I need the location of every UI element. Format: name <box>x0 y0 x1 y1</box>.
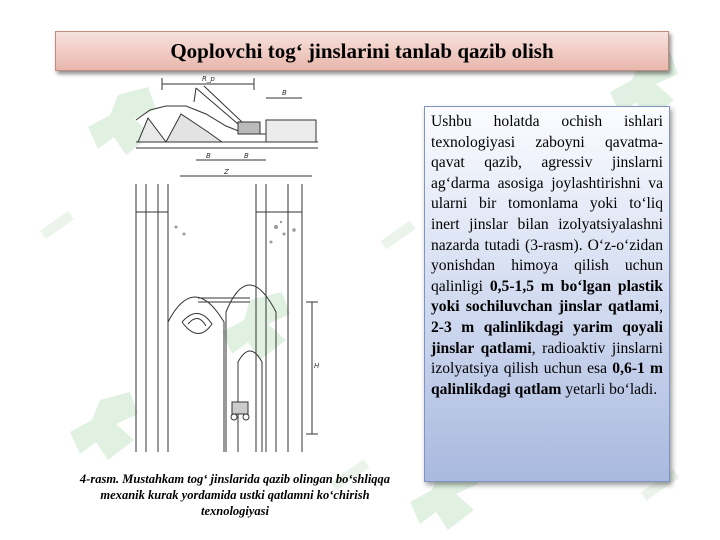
text-part-2: , <box>659 298 663 316</box>
figure-label-b-left: B <box>206 152 211 160</box>
figure-label-h: H <box>314 362 320 370</box>
title-bar <box>55 31 669 71</box>
figure-label-z: Z <box>224 168 229 176</box>
slide-title: Qoplovchi tog‘ jinslarini tanlab qazib olish <box>170 38 554 63</box>
figure-label-b-right: B <box>244 152 249 160</box>
figure-caption: 4-rasm. Mustahkam tog‘ jinslarida qazib olingan bo‘shliqqa mexanik kurak yordamida ustki qatlamni ko‘chirish texnologiyasi <box>79 472 391 518</box>
figure-label-b-top: B <box>282 89 287 97</box>
highlight-isolation-layer: 0,6-1 m qalinlikdagi qatlam <box>431 360 663 398</box>
text-part-4: yetarli bo‘ladi. <box>561 380 658 398</box>
mining-technology-drawing <box>126 72 326 467</box>
text-part-1: Ushbu holatda ochish ishlari texnologiyasi zaboyni qavatma-qavat qazib, agressiv jinslarni ag‘darma asosiga joylashtirishni va ularni bir tomonlama yoki to‘liq inert jinslar bilan izolyatsiyalashni nazarda tutadi (3-rasm). O‘z-o‘zidan yonishdan himoya qilish uchun qalinligi <box>431 113 663 295</box>
text-part-3: , radioaktiv jinslarni izolyatsiya qilish uchun esa <box>431 339 663 378</box>
highlight-semi-rock-layer: 2-3 m qalinlikdagi yarim qoyali jinslar qatlami <box>431 318 663 357</box>
highlight-plastic-layer: 0,5-1,5 m bo‘lgan plastik yoki sochiluvchan jinslar qatlami <box>431 277 663 316</box>
figure-label-rp: R_p <box>202 75 215 83</box>
description-panel <box>424 106 670 482</box>
